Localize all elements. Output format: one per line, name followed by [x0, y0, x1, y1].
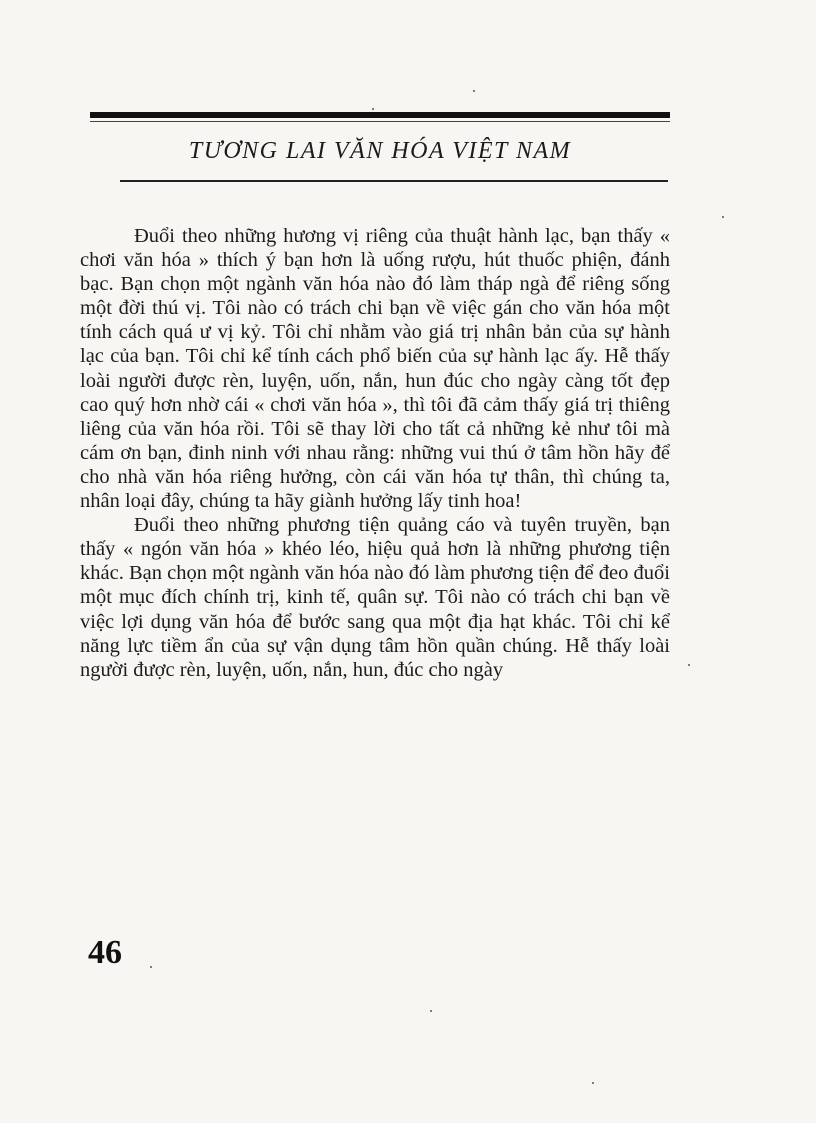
header-double-rule [90, 121, 670, 122]
scan-speck [150, 966, 152, 968]
body-text [80, 224, 670, 682]
scan-speck [473, 90, 475, 92]
scan-speck [722, 216, 724, 218]
paragraph-1: Đuổi theo những hương vị riêng của thuật hành lạc, bạn thấy « chơi văn hóa » thích ý bạn hơn là uống rượu, hút thuốc phiện, đánh bạc. Bạn chọn một ngành văn hóa nào đó làm tháp ngà để riêng sống một đời thú vị. Tôi nào có trách chi bạn về việc gán cho văn hóa một tính cách quá ư vị kỷ. Tôi chỉ nhằm vào giá trị nhân bản của sự hành lạc của bạn. Tôi chỉ kể tính cách phổ biến của sự hành lạc ấy. Hễ thấy loài người được rèn, luyện, uốn, nắn, hun đúc cho ngày càng tốt đẹp cao quý hơn nhờ cái « chơi văn hóa », thì tôi đã cảm thấy giá trị thiêng liêng của văn hóa rồi. Tôi sẽ thay lời cho tất cả những kẻ như tôi mà cám ơn bạn, đinh ninh với nhau rằng: những vui thú ở tâm hồn hãy để cho nhà văn hóa riêng hưởng, còn cái văn hóa tự thân, thì chúng ta, nhân loại đây, chúng ta hãy giành hưởng lấy tinh hoa! [80, 225, 670, 513]
page-number: 46 [88, 934, 122, 971]
paragraph-2: Đuổi theo những phương tiện quảng cáo và tuyên truyền, bạn thấy « ngón văn hóa » khéo léo, hiệu quả hơn là những phương tiện khác. Bạn chọn một ngành văn hóa nào đó làm phương tiện để đeo đuổi một mục đích chính trị, kinh tế, quân sự. Tôi nào có trách chi bạn về việc lợi dụng văn hóa để bước sang qua một địa hạt khác. Tôi chỉ kể năng lực tiềm ẩn của sự vận dụng tâm hồn quần chúng. Hễ thấy loài người được rèn, luyện, uốn, nắn, hun, đúc cho ngày [80, 514, 670, 681]
header-thick-rule [90, 112, 670, 118]
running-title: TƯƠNG LAI VĂN HÓA VIỆT NAM [188, 138, 572, 164]
scan-speck [430, 1010, 432, 1012]
scan-speck [372, 108, 374, 110]
scan-speck [688, 664, 690, 666]
header-underline-rule [120, 180, 668, 182]
scan-speck [592, 1082, 594, 1084]
